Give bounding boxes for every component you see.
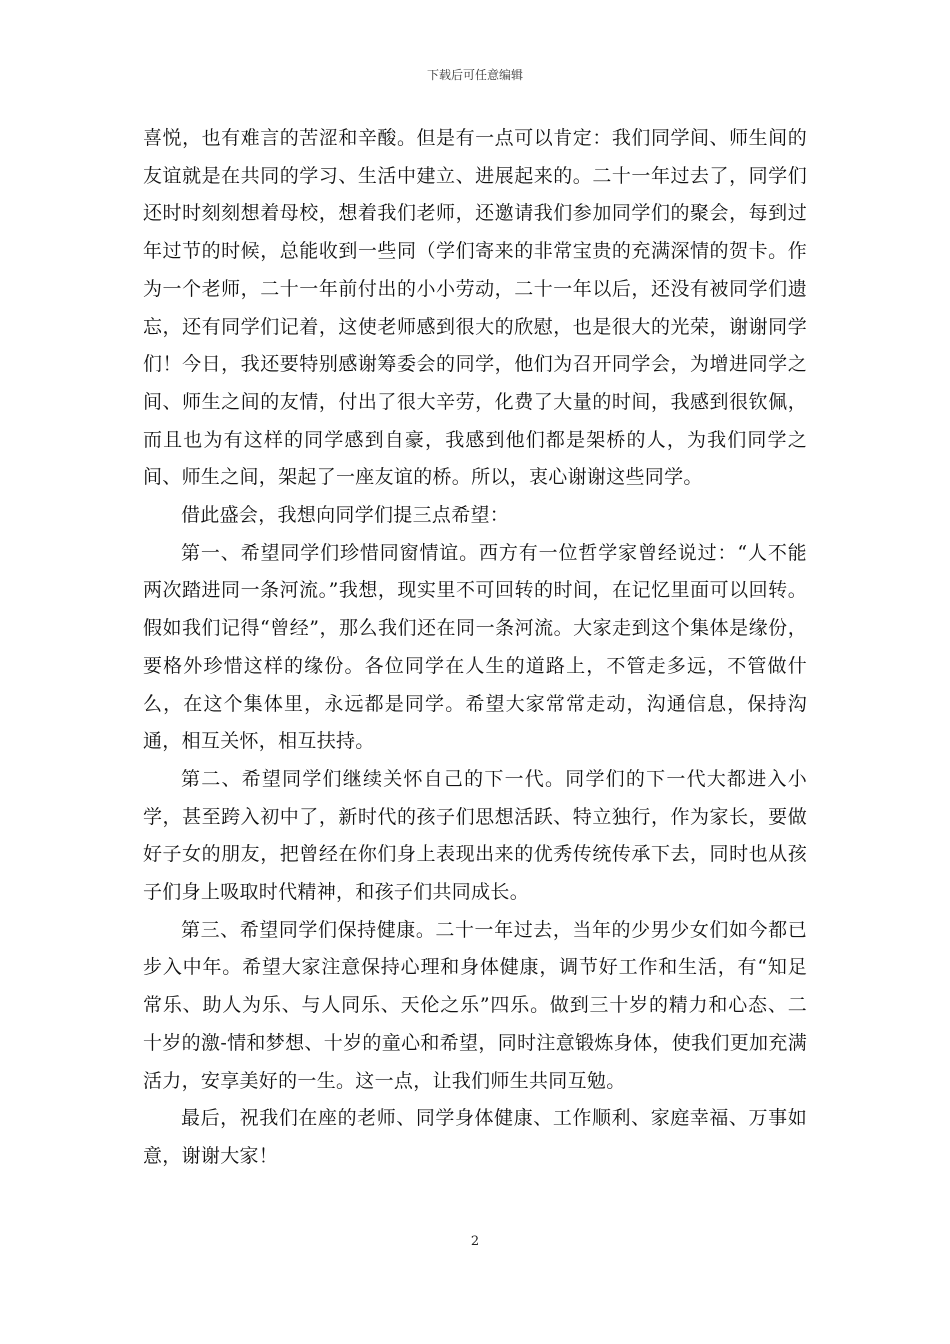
- paragraph-wish-one: 第一、希望同学们珍惜同窗情谊。西方有一位哲学家曾经说过：“人不能两次踏进同一条河流。”我想，现实里不可回转的时间，在记忆里面可以回转。假如我们记得“曾经”，那么我们还在同一条河流。大家走到这个集体是缘份，要格外珍惜这样的缘份。各位同学在人生的道路上，不管走多远，不管做什么，在这个集体里，永远都是同学。希望大家常常走动，沟通信息，保持沟通，相互关怀，相互扶持。: [143, 541, 807, 753]
- paragraph-wish-three: 第三、希望同学们保持健康。二十一年过去，当年的少男少女们如今都已步入中年。希望大家注意保持心理和身体健康，调节好工作和生活，有“知足常乐、助人为乐、与人同乐、天伦之乐”四乐。做到三十岁的精力和心态、二十岁的激-情和梦想、十岁的童心和希望，同时注意锻炼身体，使我们更加充满活力，安享美好的一生。这一点，让我们师生共同互勉。: [143, 918, 807, 1092]
- paragraph-continuation: 喜悦，也有难言的苦涩和辛酸。但是有一点可以肯定：我们同学间、师生间的友谊就是在共同的学习、生活中建立、进展起来的。二十一年过去了，同学们还时时刻刻想着母校，想着我们老师，还邀请我们参加同学们的聚会，每到过年过节的时候，总能收到一些同（学们寄来的非常宝贵的充满深情的贺卡。作为一个老师，二十一年前付出的小小劳动，二十一年以后，还没有被同学们遗忘，还有同学们记着，这使老师感到很大的欣慰，也是很大的光荣，谢谢同学们！今日，我还要特别感谢筹委会的同学，他们为召开同学会，为增进同学之间、师生之间的友情，付出了很大辛劳，化费了大量的时间，我感到很钦佩，而且也为有这样的同学感到自豪，我感到他们都是架桥的人，为我们同学之间、师生之间，架起了一座友谊的桥。所以，衷心谢谢这些同学。: [143, 127, 807, 489]
- page-header: 下载后可任意编辑: [426, 68, 523, 82]
- document-body: [143, 120, 807, 1176]
- paragraph-closing: 最后，祝我们在座的老师、同学身体健康、工作顺利、家庭幸福、万事如意，谢谢大家！: [143, 1107, 807, 1167]
- paragraph-intro-wishes: 借此盛会，我想向同学们提三点希望：: [181, 504, 510, 527]
- page-number: 2: [470, 1234, 480, 1249]
- paragraph-wish-two: 第二、希望同学们继续关怀自己的下一代。同学们的下一代大都进入小学，甚至跨入初中了，新时代的孩子们思想活跃、特立独行，作为家长，要做好子女的朋友，把曾经在你们身上表现出来的优秀传统传承下去，同时也从孩子们身上吸取时代精神，和孩子们共同成长。: [143, 767, 807, 904]
